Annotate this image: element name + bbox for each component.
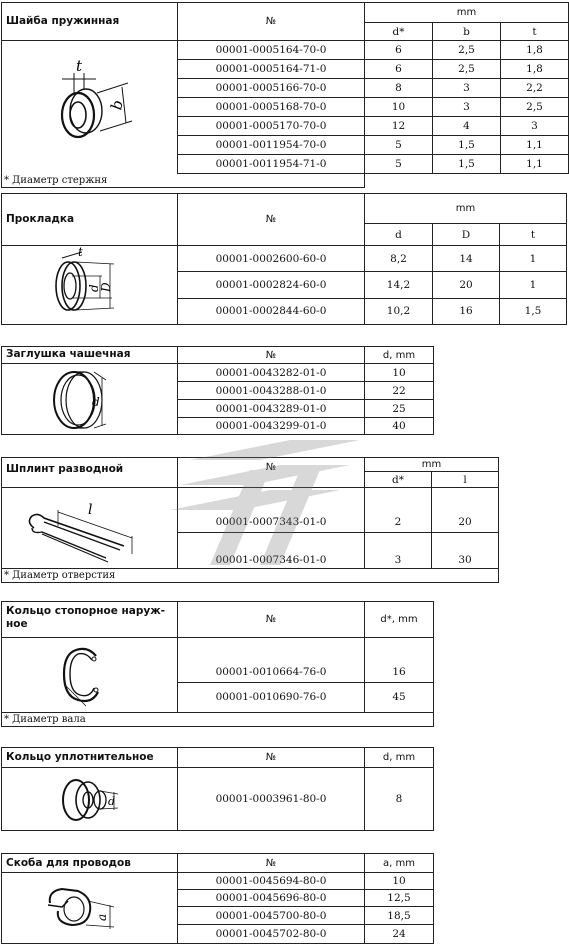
value-a: 24 xyxy=(365,924,434,943)
number-header: № xyxy=(178,194,365,246)
gasket-diagram xyxy=(2,246,178,325)
value-t: 2,5 xyxy=(501,98,569,117)
part-number: 00001-0002844-60-0 xyxy=(178,298,365,324)
label-t: t xyxy=(78,246,83,259)
part-number: 00001-0010690-76-0 xyxy=(178,682,365,712)
value-d: 25 xyxy=(365,400,434,418)
col-header-t: t xyxy=(501,23,569,41)
part-number: 00001-0011954-71-0 xyxy=(178,155,365,174)
wire-clip-table xyxy=(1,853,434,944)
unit-header: mm xyxy=(365,458,499,472)
number-header: № xyxy=(178,458,365,488)
value-d: 14,2 xyxy=(365,272,433,298)
value-d: 2 xyxy=(365,488,432,533)
unit-header: mm xyxy=(365,194,567,224)
part-number: 00001-0010664-76-0 xyxy=(178,638,365,683)
value-t: 1,5 xyxy=(500,298,567,324)
value-b: 3 xyxy=(433,98,501,117)
value-d: 12 xyxy=(365,117,433,136)
value-d: 16 xyxy=(365,638,434,683)
value-d: 40 xyxy=(365,418,434,435)
col-header-d: d* xyxy=(365,472,432,488)
value-d: 3 xyxy=(365,532,432,568)
wire-clip-title: Скоба для проводов xyxy=(2,854,178,873)
label-D: D xyxy=(99,282,113,292)
cup-plug-diagram xyxy=(2,364,178,435)
retaining-ring-diagram xyxy=(2,638,178,713)
value-l: 20 xyxy=(432,488,499,533)
value-t: 1,1 xyxy=(501,155,569,174)
label-d: d xyxy=(92,395,100,409)
footnote: * Диаметр стержня xyxy=(2,174,365,188)
value-header: a, mm xyxy=(365,854,434,873)
cup-plug-table xyxy=(1,346,434,435)
unit-header: mm xyxy=(365,3,569,23)
retaining-ring-title: Кольцо стопорное наруж-ное xyxy=(2,602,178,638)
seal-ring-table xyxy=(1,747,434,831)
value-b: 3 xyxy=(433,79,501,98)
value-d: 6 xyxy=(365,60,433,79)
seal-ring-diagram xyxy=(2,768,178,831)
value-d: 6 xyxy=(365,41,433,60)
col-header-d: d* xyxy=(365,23,433,41)
part-number: 00001-0045694-80-0 xyxy=(178,873,365,890)
label-t: t xyxy=(76,57,83,76)
spring-washer-title: Шайба пружинная xyxy=(2,3,178,41)
value-d: 5 xyxy=(365,155,433,174)
value-D: 16 xyxy=(433,298,500,324)
cotter-pin-diagram xyxy=(2,488,178,569)
col-header-l: l xyxy=(432,472,499,488)
footnote: * Диаметр вала xyxy=(2,713,434,727)
spring-washer-table xyxy=(1,2,569,188)
number-header: № xyxy=(178,602,365,638)
part-number: 00001-0005166-70-0 xyxy=(178,79,365,98)
part-number: 00001-0005164-71-0 xyxy=(178,60,365,79)
col-header-t: t xyxy=(500,224,567,246)
value-d: 10 xyxy=(365,98,433,117)
part-number: 00001-0005170-70-0 xyxy=(178,117,365,136)
value-t: 1,1 xyxy=(501,136,569,155)
part-number: 00001-0045700-80-0 xyxy=(178,907,365,924)
col-header-D: D xyxy=(433,224,500,246)
part-number: 00001-0005168-70-0 xyxy=(178,98,365,117)
value-header: d, mm xyxy=(365,347,434,364)
number-header: № xyxy=(178,854,365,873)
value-d: 8,2 xyxy=(365,246,433,272)
part-number: 00001-0011954-70-0 xyxy=(178,136,365,155)
part-number: 00001-0007343-01-0 xyxy=(178,488,365,533)
part-number: 00001-0003961-80-0 xyxy=(178,768,365,831)
value-D: 14 xyxy=(433,246,500,272)
value-D: 20 xyxy=(433,272,500,298)
gasket-title: Прокладка xyxy=(2,194,178,246)
value-l: 30 xyxy=(432,532,499,568)
value-d: 5 xyxy=(365,136,433,155)
label-d: d xyxy=(87,284,101,292)
value-b: 1,5 xyxy=(433,155,501,174)
value-b: 4 xyxy=(433,117,501,136)
value-d: 10 xyxy=(365,364,434,382)
value-t: 1 xyxy=(500,272,567,298)
part-number: 00001-0007346-01-0 xyxy=(178,532,365,568)
value-t: 2,2 xyxy=(501,79,569,98)
value-a: 18,5 xyxy=(365,907,434,924)
label-l: l xyxy=(88,502,93,518)
retaining-ring-table xyxy=(1,601,434,727)
wire-clip-diagram xyxy=(2,873,178,944)
part-number: 00001-0043288-01-0 xyxy=(178,382,365,400)
footnote: * Диаметр отверстия xyxy=(2,569,499,583)
cup-plug-title: Заглушка чашечная xyxy=(2,347,178,364)
seal-ring-title: Кольцо уплотнительное xyxy=(2,748,178,768)
label-b: b xyxy=(107,98,127,112)
value-d: 10,2 xyxy=(365,298,433,324)
part-number: 00001-0045696-80-0 xyxy=(178,890,365,907)
cotter-pin-table xyxy=(1,457,499,583)
value-t: 1 xyxy=(500,246,567,272)
cotter-pin-title: Шплинт разводной xyxy=(2,458,178,488)
value-header: d*, mm xyxy=(365,602,434,638)
value-header: d, mm xyxy=(365,748,434,768)
label-d: d xyxy=(108,795,116,808)
value-d: 8 xyxy=(365,768,434,831)
col-header-d: d xyxy=(365,224,433,246)
value-b: 2,5 xyxy=(433,60,501,79)
value-a: 12,5 xyxy=(365,890,434,907)
part-number: 00001-0002600-60-0 xyxy=(178,246,365,272)
gasket-table xyxy=(1,193,567,325)
value-b: 1,5 xyxy=(433,136,501,155)
value-t: 3 xyxy=(501,117,569,136)
spring-washer-diagram xyxy=(2,41,178,174)
part-number: 00001-0043282-01-0 xyxy=(178,364,365,382)
part-number: 00001-0005164-70-0 xyxy=(178,41,365,60)
label-a: a xyxy=(95,913,109,921)
part-number: 00001-0045702-80-0 xyxy=(178,924,365,943)
value-t: 1,8 xyxy=(501,60,569,79)
number-header: № xyxy=(178,748,365,768)
value-b: 2,5 xyxy=(433,41,501,60)
value-a: 10 xyxy=(365,873,434,890)
part-number: 00001-0002824-60-0 xyxy=(178,272,365,298)
number-header: № xyxy=(178,347,365,364)
number-header: № xyxy=(178,3,365,41)
col-header-b: b xyxy=(433,23,501,41)
value-d: 22 xyxy=(365,382,434,400)
part-number: 00001-0043299-01-0 xyxy=(178,418,365,435)
value-t: 1,8 xyxy=(501,41,569,60)
value-d: 8 xyxy=(365,79,433,98)
value-d: 45 xyxy=(365,682,434,712)
part-number: 00001-0043289-01-0 xyxy=(178,400,365,418)
